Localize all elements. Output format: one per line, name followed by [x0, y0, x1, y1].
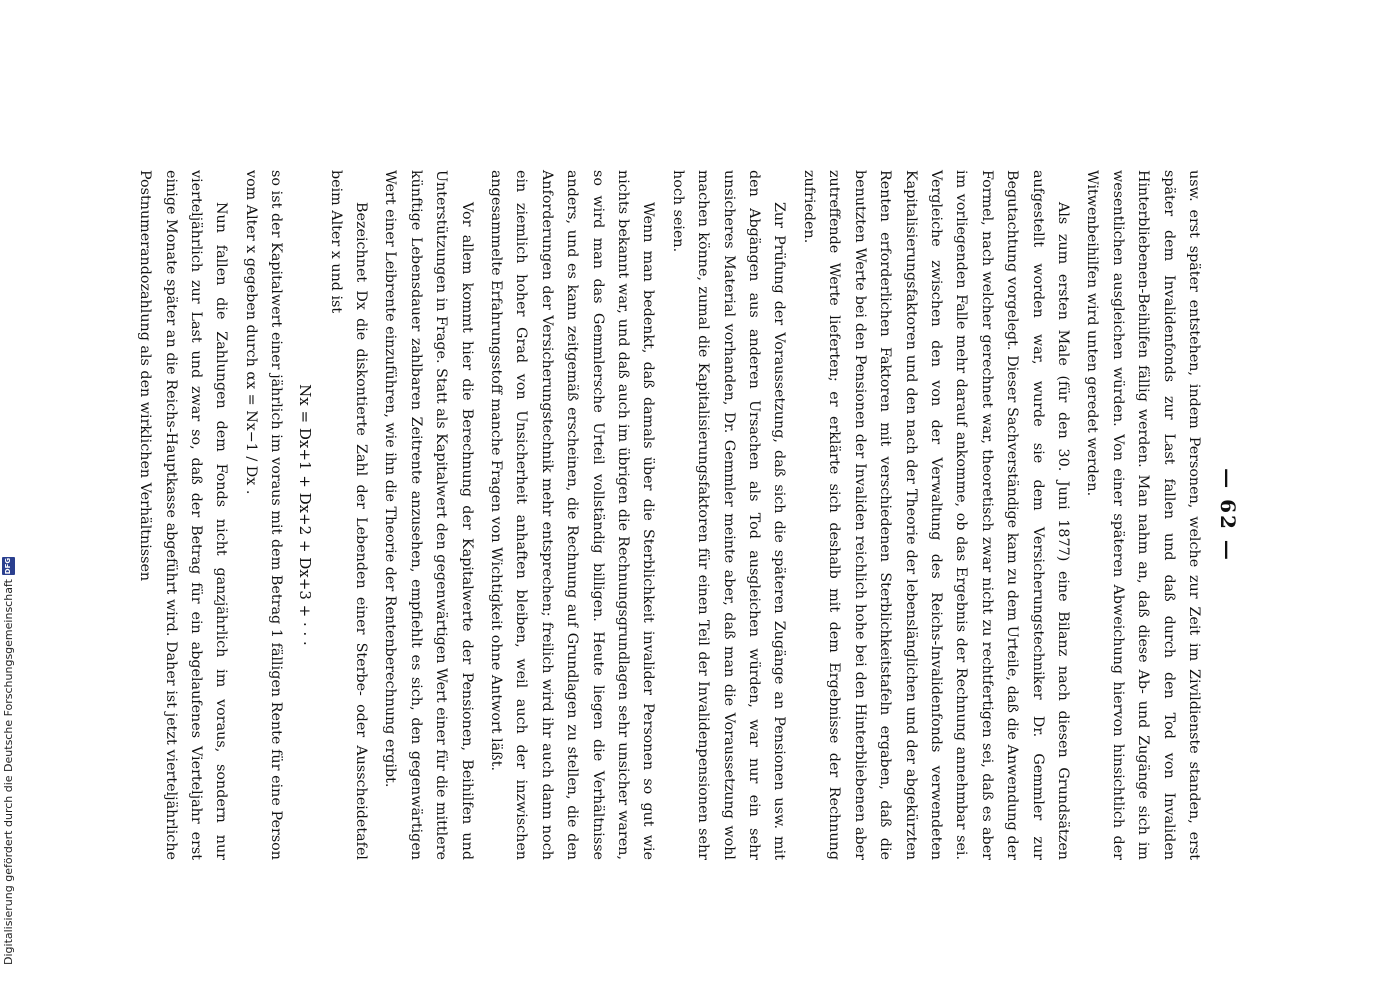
paragraph-1: usw. erst später entstehen, indem Personen, welche zur Zeit im Zivildienste standen, erst später dem Invalidenfonds zur Last fallen und daß durch den Tod von Invaliden Hinterbliebenen-Beihilfen fällig werden. Man nahm an, daß diese Ab- und Zugänge sich im wesentlichen ausgleichen würden. Von einer späteren Abweichung hiervon hinsichtlich der Witwenbeihilfen wird unten geredet werden. [1084, 170, 1202, 860]
paragraph-3: Zur Prüfung der Voraussetzung, daß sich die späteren Zugänge an Pensionen usw. mit den Abgängen aus anderen Ursachen als Tod ausgleichen würden, war nur ein sehr unsicheres Material vorhanden, Dr. Gemmler meinte aber, daß man die Voraussetzung wohl machen könne, zumal die Kapitalisierungsfaktoren für einen Teil der Invalidenpensionen sehr hoch seien. [669, 170, 788, 860]
credit-text: Digitalisierung gefördert durch die Deutsche Forschungsgemeinschaft [2, 579, 15, 965]
paragraph-7: so ist der Kapitalwert einer jährlich im voraus mit dem Betrag 1 fälligen Rente für eine Person vom Alter x gegeben durch αx = Nx−1 / Dx . [242, 170, 285, 860]
paragraph-6: Bezeichnet Dx die diskontierte Zahl der Lebenden einer Sterbe- oder Ausscheidetafel beim Alter x und ist [327, 170, 369, 860]
digitization-credit [2, 557, 15, 965]
formula-nx: Nx = Dx+1 + Dx+2 + Dx+3 + · · · [296, 384, 315, 646]
paragraph-8: Nun fallen die Zahlungen dem Fonds nicht ganzjährlich im voraus, sondern nur vierteljährlich zur Last und zwar so, daß der Betrag für ein abgelaufenes Vierteljahr erst einige Monate später an die Reichs-Hauptkasse abgeführt wird. Daher ist jetzt vierteljährliche Postnumerandozahlung als den wirklichen Verhältnissen [137, 170, 230, 860]
page-number: — 62 — [1216, 468, 1240, 562]
page-content [130, 170, 1240, 860]
paragraph-2: Als zum ersten Male (für den 30. Juni 1877) eine Bilanz nach diesen Grundsätzen aufgestellt worden war, wurde sie dem Versicherungstechniker Dr. Gemmler zur Begutachtung vorgelegt. Dieser Sachverständige kam zu dem Urteile, daß die Anwendung der Formel, nach welcher gerechnet war, theoretisch zwar nicht zu rechtfertigen sei, daß es aber im vorliegenden Falle mehr darauf ankomme, ob das Ergebnis der Rechnung annehmbar sei. Vergleiche zwischen den von der Verwaltung des Reichs-Invalidenfonds verwendeten Kapitalisierungsfaktoren und den nach der Theorie der lebenslänglichen und der abgekürzten Renten erforderlichen Faktoren mit verschiedenen Sterblichkeitstafeln ergaben, daß die benutzten Werte bei den Pensionen der Invaliden reichlich hohe bei den Hinterbliebenen aber zutreffende Werte lieferten; er erklärte sich deshalb mit dem Ergebnisse der Rechnung zufrieden. [800, 170, 1071, 860]
dfg-logo: DFG [2, 557, 15, 575]
paragraph-5: Vor allem kommt hier die Berechnung der Kapitalwerte der Pensionen, Beihilfen und Unterstützungen in Frage. Statt als Kapitalwert den gegenwärtigen Wert einer für die mittlere künftige Lebensdauer zahlbaren Zeitrente anzusehen, empfiehlt es sich, den gegenwärtigen Wert einer Leibrente einzuführen, wie ihn die Theorie der Rentenberechnung ergibt. [382, 170, 475, 860]
rotated-book-page [130, 170, 1240, 860]
paragraph-4: Wenn man bedenkt, daß damals über die Sterblichkeit invalider Personen so gut wie nichts bekannt war, und daß auch im übrigen die Rechnungsgrundlagen sehr unsicher waren, so wird man das Gemmlersche Urteil vollständig billigen. Heute liegen die Verhältnisse anders, und es kann zeitgemäß erscheinen, die Rechnung auf Grundlagen zu stellen, die den Anforderungen der Versicherungstechnik mehr entsprechen; freilich wird ihr auch dann noch ein ziemlich hoher Grad von Unsicherheit anhaften bleiben, weil auch der inzwischen angesammelte Erfahrungsstoff manche Fragen von Wichtigkeit ohne Antwort läßt. [488, 170, 657, 860]
